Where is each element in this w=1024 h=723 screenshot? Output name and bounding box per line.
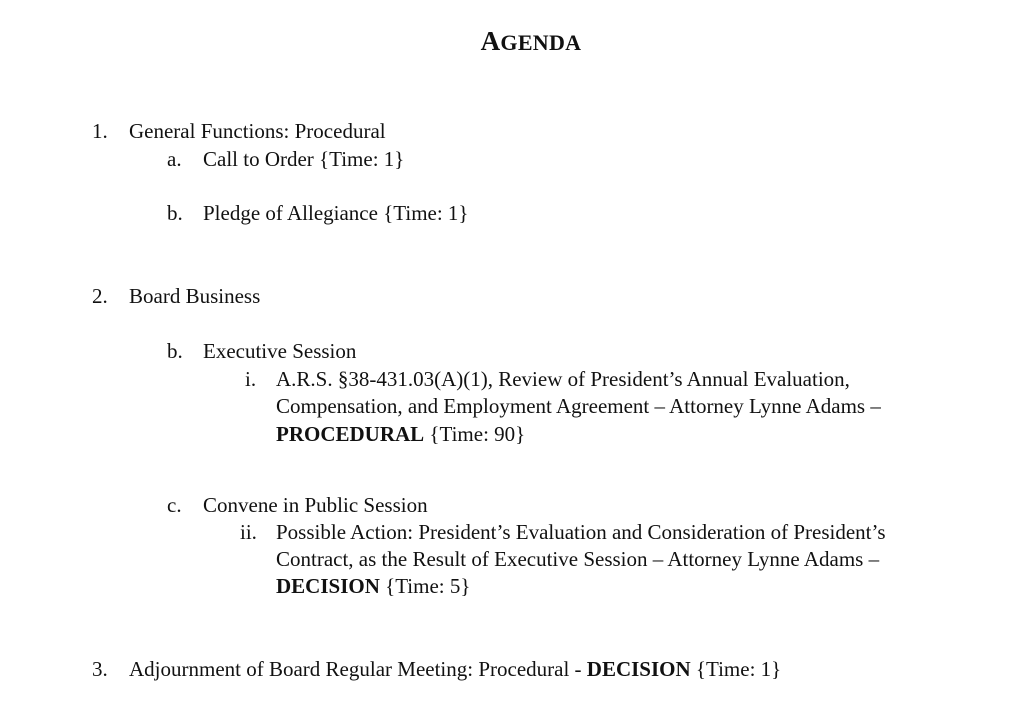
- detail-time: {Time: 5}: [379, 574, 471, 598]
- item-label: [129, 656, 781, 683]
- detail-marker: ii.: [240, 520, 257, 544]
- item-status: DECISION: [586, 657, 691, 681]
- subitem-marker: a.: [167, 147, 182, 171]
- item-label: Board Business: [129, 284, 261, 308]
- detail-line: A.R.S. §38-431.03(A)(1), Review of President’s Annual Evaluation,: [276, 367, 850, 391]
- detail-status: DECISION: [276, 574, 380, 598]
- detail-marker: i.: [245, 367, 257, 391]
- item-label: General Functions: Procedural: [129, 119, 386, 143]
- subitem-label: Call to Order {Time: 1}: [203, 147, 405, 171]
- detail-time: {Time: 90}: [424, 422, 526, 446]
- detail-line: Contract, as the Result of Executive Session – Attorney Lynne Adams –: [276, 547, 880, 571]
- subitem-label: Executive Session: [203, 339, 357, 363]
- item-time: {Time: 1}: [690, 657, 782, 681]
- detail-line: [276, 573, 470, 600]
- subitem-label: Pledge of Allegiance {Time: 1}: [203, 201, 469, 225]
- agenda-title: [0, 26, 1024, 57]
- subitem-marker: b.: [167, 201, 183, 225]
- item-number: 1.: [92, 119, 108, 143]
- detail-status: PROCEDURAL: [276, 422, 425, 446]
- agenda-title-initial: A: [480, 26, 501, 56]
- detail-line: [276, 421, 525, 448]
- detail-line: Compensation, and Employment Agreement – Attorney Lynne Adams –: [276, 394, 881, 418]
- subitem-label: Convene in Public Session: [203, 493, 428, 517]
- item-number: 3.: [92, 657, 108, 681]
- subitem-marker: b.: [167, 339, 183, 363]
- item-label-text: Adjournment of Board Regular Meeting: Procedural -: [129, 657, 587, 681]
- subitem-marker: c.: [167, 493, 182, 517]
- detail-line: Possible Action: President’s Evaluation and Consideration of President’s: [276, 520, 886, 544]
- agenda-title-rest: GENDA: [500, 30, 582, 55]
- item-number: 2.: [92, 284, 108, 308]
